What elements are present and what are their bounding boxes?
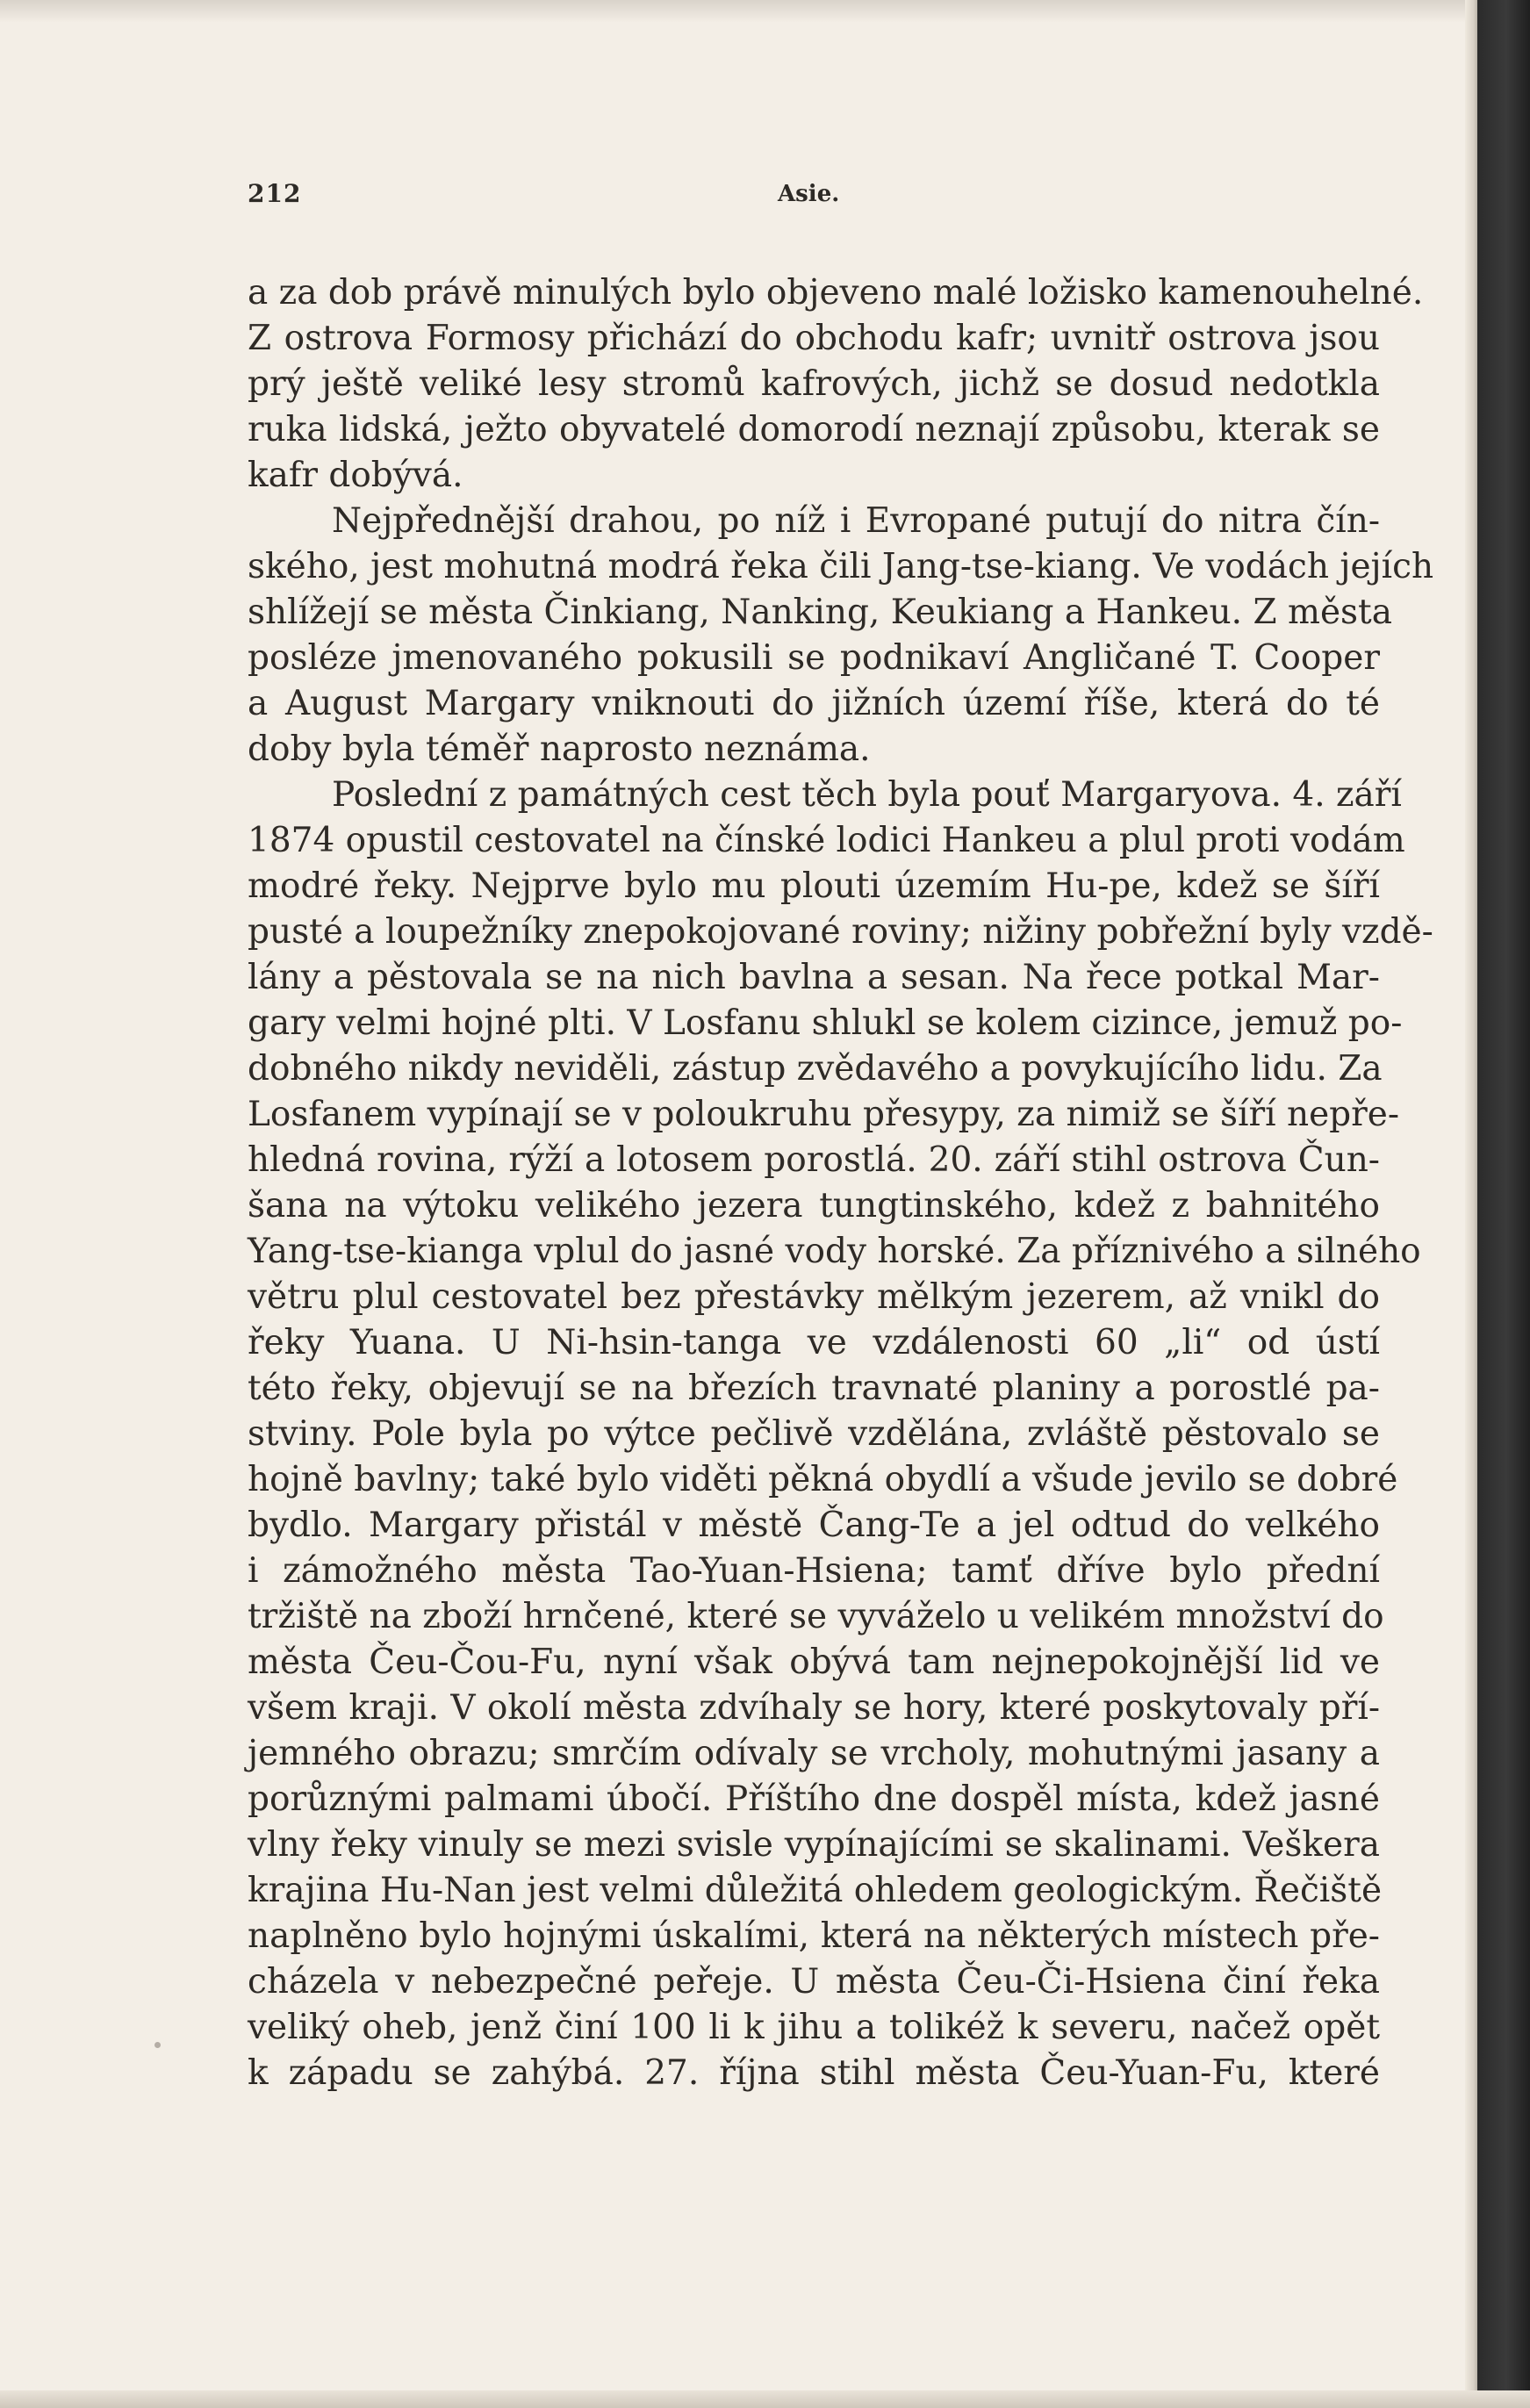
text-line: tržiště na zboží hrnčené, které se vyváželo u velikém množství do (248, 1597, 1384, 1636)
body-text (248, 270, 1434, 2096)
book-binding-edge (1477, 0, 1530, 2408)
text-line: naplněno bylo hojnými úskalími, která na některých místech pře- (248, 1916, 1380, 1956)
text-line: shlížejí se města Činkiang, Nanking, Keukiang a Hankeu. Z města (248, 593, 1392, 632)
text-line: k západu se zahýbá. 27. října stihl města Čeu-Yuan-Fu, které (248, 2053, 1380, 2093)
text-line: hojně bavlny; také bylo viděti pěkná obydlí a všude jevilo se dobré (248, 1460, 1398, 1499)
text-line: větru plul cestovatel bez přestávky mělkým jezerem, až vnikl do (248, 1277, 1380, 1317)
text-line: vlny řeky vinuly se mezi svisle vypínajícími se skalinami. Veškera (248, 1825, 1380, 1865)
text-line: ruka lidská, ježto obyvatelé domorodí neznají způsobu, kterak se (248, 410, 1380, 449)
text-line: gary velmi hojné plti. V Losfanu shlukl se kolem cizince, jemuž po- (248, 1003, 1403, 1043)
text-line: Z ostrova Formosy přichází do obchodu kafr; uvnitř ostrova jsou (248, 319, 1380, 358)
text-line: veliký oheb, jenž činí 100 li k jihu a tolikéž k severu, načež opět (248, 2008, 1380, 2047)
text-line: 1874 opustil cestovatel na čínské lodici Hankeu a plul proti vodám (248, 821, 1405, 860)
text-line: všem kraji. V okolí města zdvíhaly se hory, které poskytovaly pří- (248, 1688, 1380, 1728)
text-line: lány a pěstovala se na nich bavlna a sesan. Na řece potkal Mar- (248, 958, 1380, 997)
text-line: ského, jest mohutná modrá řeka čili Jang-tse-kiang. Ve vodách jejích (248, 547, 1434, 586)
text-line: bydlo. Margary přistál v městě Čang-Te a jel odtud do velkého (248, 1506, 1380, 1545)
text-line: kafr dobývá. (248, 456, 463, 495)
page-header (248, 179, 1380, 218)
text-line: a za dob právě minulých bylo objeveno malé ložisko kamenouhelné. (248, 273, 1424, 313)
text-line: pusté a loupežníky znepokojované roviny; nižiny pobřežní byly vzdě- (248, 912, 1433, 952)
text-line: prý ještě veliké lesy stromů kafrových, jichž se dosud nedotkla (248, 364, 1380, 404)
text-line: dobného nikdy neviděli, zástup zvědavého a povykujícího lidu. Za (248, 1049, 1383, 1089)
text-line: této řeky, objevují se na březích travnaté planiny a porostlé pa- (248, 1369, 1380, 1408)
text-line: posléze jmenovaného pokusili se podnikaví Angličané T. Cooper (248, 638, 1380, 678)
text-line: krajina Hu-Nan jest velmi důležitá ohledem geologickým. Řečiště (248, 1871, 1383, 1910)
text-line: města Čeu-Čou-Fu, nyní však obývá tam nejnepokojnější lid ve (248, 1642, 1380, 1682)
text-line: a August Margary vniknouti do jižních území říše, která do té (248, 684, 1380, 723)
text-line: modré řeky. Nejprve bylo mu plouti územím Hu-pe, kdež se šíří (248, 866, 1380, 906)
text-line: řeky Yuana. U Ni-hsin-tanga ve vzdálenosti 60 „li“ od ústí (248, 1323, 1380, 1362)
text-line: stviny. Pole byla po výtce pečlivě vzdělána, zvláště pěstovalo se (248, 1414, 1380, 1454)
text-line: šana na výtoku velikého jezera tungtinského, kdež z bahnitého (248, 1186, 1380, 1226)
text-line: porůznými palmami úbočí. Příštího dne dospěl místa, kdež jasné (248, 1779, 1380, 1819)
text-line: Nejpřednější drahou, po níž i Evropané putují do nitra čín- (332, 501, 1380, 541)
page-top-shadow (0, 0, 1483, 23)
text-line: i zámožného města Tao-Yuan-Hsiena; tamť dříve bylo přední (248, 1551, 1380, 1591)
page-right-margin-shadow (1465, 0, 1477, 2408)
text-line: cházela v nebezpečné peřeje. U města Čeu-Či-Hsiena činí řeka (248, 1962, 1380, 2002)
text-line: Poslední z památných cest těch byla pouť Margaryova. 4. září (332, 775, 1402, 815)
text-line: jemného obrazu; smrčím odívaly se vrcholy, mohutnými jasany a (248, 1734, 1380, 1773)
text-line: Yang-tse-kianga vplul do jasné vody horské. Za příznivého a silného (248, 1232, 1421, 1271)
running-title: Asie. (778, 181, 840, 207)
page-number: 212 (248, 179, 302, 208)
text-line: doby byla téměř naprosto neznáma. (248, 730, 871, 769)
paper-speck (154, 2042, 161, 2048)
text-line: Losfanem vypínají se v poloukruhu přesypy, za nimiž se šíří nepře- (248, 1095, 1400, 1134)
text-line: hledná rovina, rýží a lotosem porostlá. 20. září stihl ostrova Čun- (248, 1140, 1380, 1180)
page-bottom-edge (0, 2390, 1530, 2408)
